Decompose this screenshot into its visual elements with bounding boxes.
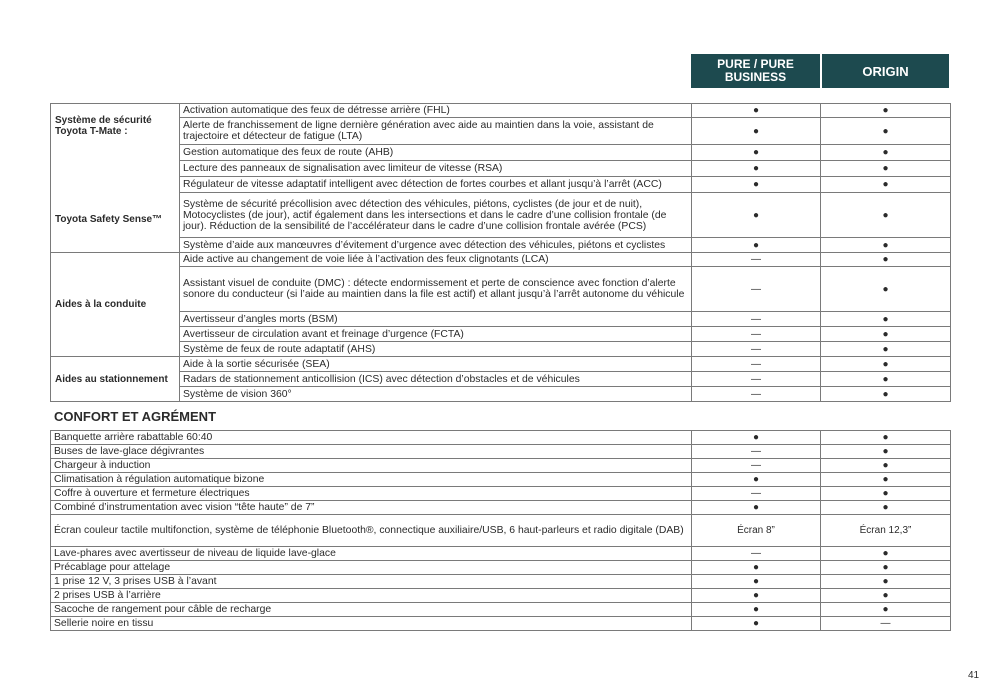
table-row (51, 267, 951, 312)
feature-label: Système de vision 360° (180, 387, 692, 402)
column-header-origin: ORIGIN (822, 54, 949, 88)
table-row (51, 193, 951, 238)
origin-availability: ● (821, 312, 951, 327)
origin-availability: ● (821, 145, 951, 161)
pure-availability: ● (692, 145, 821, 161)
table-row (51, 501, 951, 515)
feature-label: Aide à la sortie sécurisée (SEA) (180, 357, 692, 372)
feature-label: Lave-phares avec avertisseur de niveau de liquide lave-glace (51, 547, 692, 561)
table-row (51, 118, 951, 145)
feature-label: Alerte de franchissement de ligne dernière génération avec aide au maintien dans la voie, assistant de trajectoire et détecteur de fatigue (LTA) (180, 118, 692, 145)
origin-availability: ● (821, 238, 951, 253)
safety-equipment-table (50, 103, 951, 402)
pure-availability: Écran 8” (692, 515, 821, 547)
feature-label: Combiné d’instrumentation avec vision “tête haute” de 7” (51, 501, 692, 515)
origin-availability: ● (821, 104, 951, 118)
pure-availability: ● (692, 193, 821, 238)
category-toyota-tmate: Système de sécurité Toyota T-Mate : (55, 115, 152, 137)
origin-availability: ● (821, 253, 951, 267)
origin-availability: ● (821, 575, 951, 589)
feature-label: 1 prise 12 V, 3 prises USB à l’avant (51, 575, 692, 589)
table-row (51, 589, 951, 603)
origin-availability: ● (821, 177, 951, 193)
origin-availability: ● (821, 547, 951, 561)
feature-label: Chargeur à induction (51, 459, 692, 473)
table-row (51, 104, 951, 118)
table-row (51, 238, 951, 253)
pure-availability: ● (692, 617, 821, 631)
origin-availability: ● (821, 487, 951, 501)
origin-availability: ● (821, 327, 951, 342)
table-row (51, 445, 951, 459)
table-row (51, 145, 951, 161)
table-row (51, 459, 951, 473)
table-row (51, 253, 951, 267)
feature-label: Banquette arrière rabattable 60:40 (51, 431, 692, 445)
pure-availability: ● (692, 161, 821, 177)
table-row (51, 357, 951, 372)
feature-label: Sellerie noire en tissu (51, 617, 692, 631)
pure-availability: ● (692, 575, 821, 589)
feature-label: 2 prises USB à l’arrière (51, 589, 692, 603)
table-row (51, 561, 951, 575)
feature-label: Sacoche de rangement pour câble de recharge (51, 603, 692, 617)
origin-availability: ● (821, 603, 951, 617)
origin-availability: — (821, 617, 951, 631)
feature-label: Activation automatique des feux de détresse arrière (FHL) (180, 104, 692, 118)
origin-availability: ● (821, 118, 951, 145)
category-toyota-safety-sense: Toyota Safety Sense™ (55, 214, 163, 225)
origin-availability: ● (821, 267, 951, 312)
comfort-equipment-table (50, 430, 951, 631)
category-aides-conduite: Aides à la conduite (51, 253, 180, 357)
table-row (51, 617, 951, 631)
pure-availability: ● (692, 104, 821, 118)
feature-label: Précablage pour attelage (51, 561, 692, 575)
pure-availability: ● (692, 603, 821, 617)
table-row (51, 312, 951, 327)
origin-availability: ● (821, 501, 951, 515)
pure-availability: — (692, 357, 821, 372)
pure-availability: — (692, 312, 821, 327)
pure-availability: ● (692, 238, 821, 253)
origin-availability: ● (821, 372, 951, 387)
feature-label: Coffre à ouverture et fermeture électriques (51, 487, 692, 501)
table-row (51, 473, 951, 487)
column-header-pure: PURE / PURE BUSINESS (691, 54, 820, 88)
page-number: 41 (968, 670, 980, 681)
table-row (51, 387, 951, 402)
pure-availability: ● (692, 589, 821, 603)
pure-availability: — (692, 487, 821, 501)
table-row (51, 372, 951, 387)
table-row (51, 575, 951, 589)
table-row (51, 327, 951, 342)
pure-availability: — (692, 547, 821, 561)
pure-availability: — (692, 459, 821, 473)
pure-availability: ● (692, 431, 821, 445)
origin-availability: ● (821, 473, 951, 487)
origin-availability: ● (821, 445, 951, 459)
pure-availability: ● (692, 118, 821, 145)
feature-label: Avertisseur d’angles morts (BSM) (180, 312, 692, 327)
section-title-confort: CONFORT ET AGRÉMENT (54, 409, 217, 424)
pure-availability: ● (692, 177, 821, 193)
table-row (51, 161, 951, 177)
feature-label: Lecture des panneaux de signalisation avec limiteur de vitesse (RSA) (180, 161, 692, 177)
pure-availability: — (692, 372, 821, 387)
origin-availability: ● (821, 459, 951, 473)
pure-availability: ● (692, 473, 821, 487)
origin-availability: ● (821, 387, 951, 402)
feature-label: Aide active au changement de voie liée à l’activation des feux clignotants (LCA) (180, 253, 692, 267)
table-row (51, 515, 951, 547)
category-aides-stationnement: Aides au stationnement (51, 357, 180, 402)
origin-availability: ● (821, 561, 951, 575)
pure-availability: — (692, 267, 821, 312)
feature-label: Avertisseur de circulation avant et freinage d’urgence (FCTA) (180, 327, 692, 342)
feature-label: Régulateur de vitesse adaptatif intelligent avec détection de fortes courbes et allant jusqu’à l’arrêt (ACC) (180, 177, 692, 193)
feature-label: Buses de lave-glace dégivrantes (51, 445, 692, 459)
origin-availability: ● (821, 161, 951, 177)
feature-label: Système d’aide aux manœuvres d’évitement d’urgence avec détection des véhicules, piétons et cyclistes (180, 238, 692, 253)
feature-label: Radars de stationnement anticollision (ICS) avec détection d’obstacles et de véhicules (180, 372, 692, 387)
feature-label: Système de feux de route adaptatif (AHS) (180, 342, 692, 357)
table-row (51, 487, 951, 501)
pure-availability: — (692, 342, 821, 357)
pure-availability: — (692, 387, 821, 402)
origin-availability: ● (821, 589, 951, 603)
category-safety-systems (51, 104, 180, 253)
feature-label: Gestion automatique des feux de route (AHB) (180, 145, 692, 161)
feature-label: Système de sécurité précollision avec détection des véhicules, piétons, cyclistes (de jour et de nuit), Motocyclistes (de jour), actif également dans les intersections et dans le cadre d’une collision frontale (de jour). Réduction de la sensibilité de l’accélérateur dans le cadre d’une collision frontale avérée (PCS) (180, 193, 692, 238)
pure-availability: — (692, 253, 821, 267)
origin-availability: ● (821, 193, 951, 238)
origin-availability: ● (821, 342, 951, 357)
feature-label: Écran couleur tactile multifonction, système de téléphonie Bluetooth®, connectique auxiliaire/USB, 6 haut-parleurs et radio digitale (DAB) (51, 515, 692, 547)
pure-availability: ● (692, 501, 821, 515)
origin-availability: ● (821, 431, 951, 445)
table-row (51, 431, 951, 445)
pure-availability: ● (692, 561, 821, 575)
feature-label: Climatisation à régulation automatique bizone (51, 473, 692, 487)
pure-availability: — (692, 327, 821, 342)
table-row (51, 603, 951, 617)
origin-availability: ● (821, 357, 951, 372)
origin-availability: Écran 12,3” (821, 515, 951, 547)
table-row (51, 342, 951, 357)
table-row (51, 547, 951, 561)
table-row (51, 177, 951, 193)
feature-label: Assistant visuel de conduite (DMC) : détecte endormissement et perte de conscience avec fonction d’alerte sonore du conducteur (si l’aide au maintien dans la file est actif) et allant jusqu’à l’arrêt autonome du véhicule (180, 267, 692, 312)
pure-availability: — (692, 445, 821, 459)
